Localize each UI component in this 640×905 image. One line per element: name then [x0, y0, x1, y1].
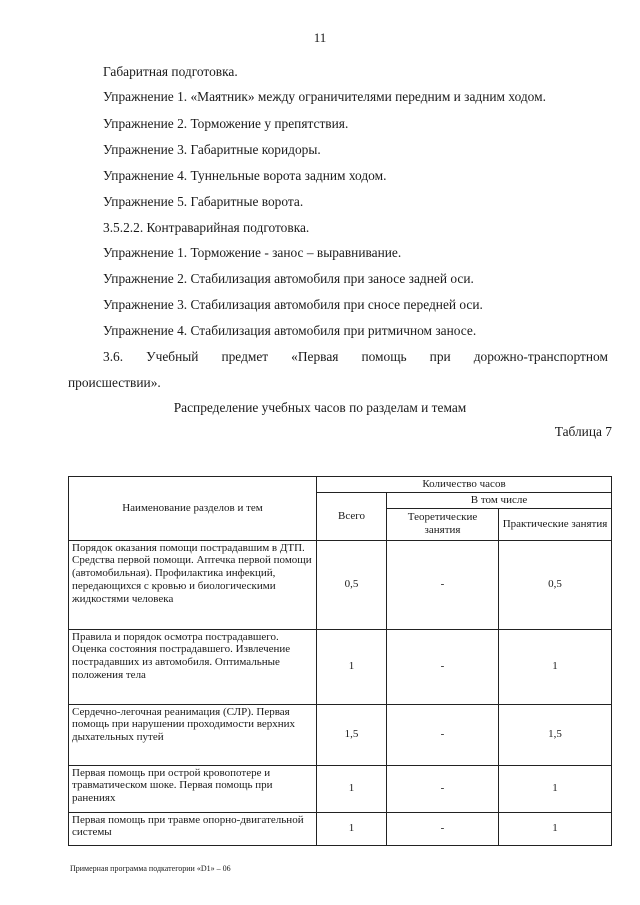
- topic-name: Первая помощь при травме опорно-двигательной системы: [69, 812, 317, 845]
- header-practice: Практические занятия: [499, 508, 612, 540]
- topic-name: Порядок оказания помощи пострадавшим в ДТП. Средства первой помощи. Аптечка первой помощи (автомобильная). Профилактика инфекций, передающихся с кровью и биологическими жидкостями человека: [69, 540, 317, 629]
- table-row: [69, 704, 612, 765]
- total-hours: 1: [317, 765, 387, 812]
- text-line: Упражнение 2. Стабилизация автомобиля при заносе задней оси.: [103, 271, 474, 286]
- section-word: при: [429, 349, 451, 364]
- text-line: Упражнение 1. Торможение - занос – выравнивание.: [103, 245, 402, 260]
- table-row: [69, 812, 612, 845]
- distribution-title: Распределение учебных часов по разделам и темам: [173, 400, 467, 415]
- table-row: [69, 765, 612, 812]
- total-hours: 1: [317, 629, 387, 704]
- text-line: Упражнение 4. Туннельные ворота задним ходом.: [103, 168, 387, 183]
- page-number: 11: [313, 30, 327, 45]
- section-heading: [103, 349, 608, 365]
- theory-hours: -: [387, 629, 499, 704]
- table-row: [69, 540, 612, 629]
- topic-name: Первая помощь при острой кровопотере и травматическом шоке. Первая помощь при ранениях: [69, 765, 317, 812]
- text-line: 3.5.2.2. Контраварийная подготовка.: [103, 220, 310, 235]
- total-hours: 1,5: [317, 704, 387, 765]
- text-line: Габаритная подготовка.: [103, 64, 238, 79]
- text-line: Упражнение 4. Стабилизация автомобиля при ритмичном заносе.: [103, 323, 477, 338]
- header-including: В том числе: [387, 492, 612, 508]
- section-word: дорожно-транспортном: [473, 349, 608, 364]
- theory-hours: -: [387, 540, 499, 629]
- header-theory: Теоретические занятия: [387, 508, 499, 540]
- header-total: Всего: [317, 492, 387, 540]
- practice-hours: 1: [499, 629, 612, 704]
- topic-name: Сердечно-легочная реанимация (СЛР). Первая помощь при нарушении проходимости верхних дыхательных путей: [69, 704, 317, 765]
- practice-hours: 1: [499, 765, 612, 812]
- text-line: Упражнение 1. «Маятник» между ограничителями передним и задним ходом.: [103, 89, 546, 104]
- practice-hours: 1,5: [499, 704, 612, 765]
- section-heading-continuation: происшествии».: [68, 375, 161, 390]
- text-line: Упражнение 2. Торможение у препятствия.: [103, 116, 349, 131]
- table-row: [69, 629, 612, 704]
- section-word: помощь: [361, 349, 407, 364]
- text-line: Упражнение 3. Габаритные коридоры.: [103, 142, 321, 157]
- header-hours: Количество часов: [317, 477, 612, 493]
- theory-hours: -: [387, 765, 499, 812]
- section-word: «Первая: [291, 349, 339, 364]
- table-label: Таблица 7: [554, 424, 612, 439]
- section-word: Учебный: [146, 349, 199, 364]
- header-name: Наименование разделов и тем: [69, 477, 317, 541]
- section-word: предмет: [221, 349, 269, 364]
- total-hours: 1: [317, 812, 387, 845]
- practice-hours: 0,5: [499, 540, 612, 629]
- total-hours: 0,5: [317, 540, 387, 629]
- text-line: Упражнение 3. Стабилизация автомобиля при сносе передней оси.: [103, 297, 483, 312]
- text-line: Упражнение 5. Габаритные ворота.: [103, 194, 304, 209]
- section-word: 3.6.: [103, 349, 124, 364]
- hours-table: [68, 476, 612, 846]
- theory-hours: -: [387, 812, 499, 845]
- topic-name: Правила и порядок осмотра пострадавшего. Оценка состояния пострадавшего. Извлечение пострадавших из автомобиля. Оптимальные положения тела: [69, 629, 317, 704]
- footer-text: Примерная программа подкатегории «D1» – 06: [70, 864, 231, 873]
- practice-hours: 1: [499, 812, 612, 845]
- theory-hours: -: [387, 704, 499, 765]
